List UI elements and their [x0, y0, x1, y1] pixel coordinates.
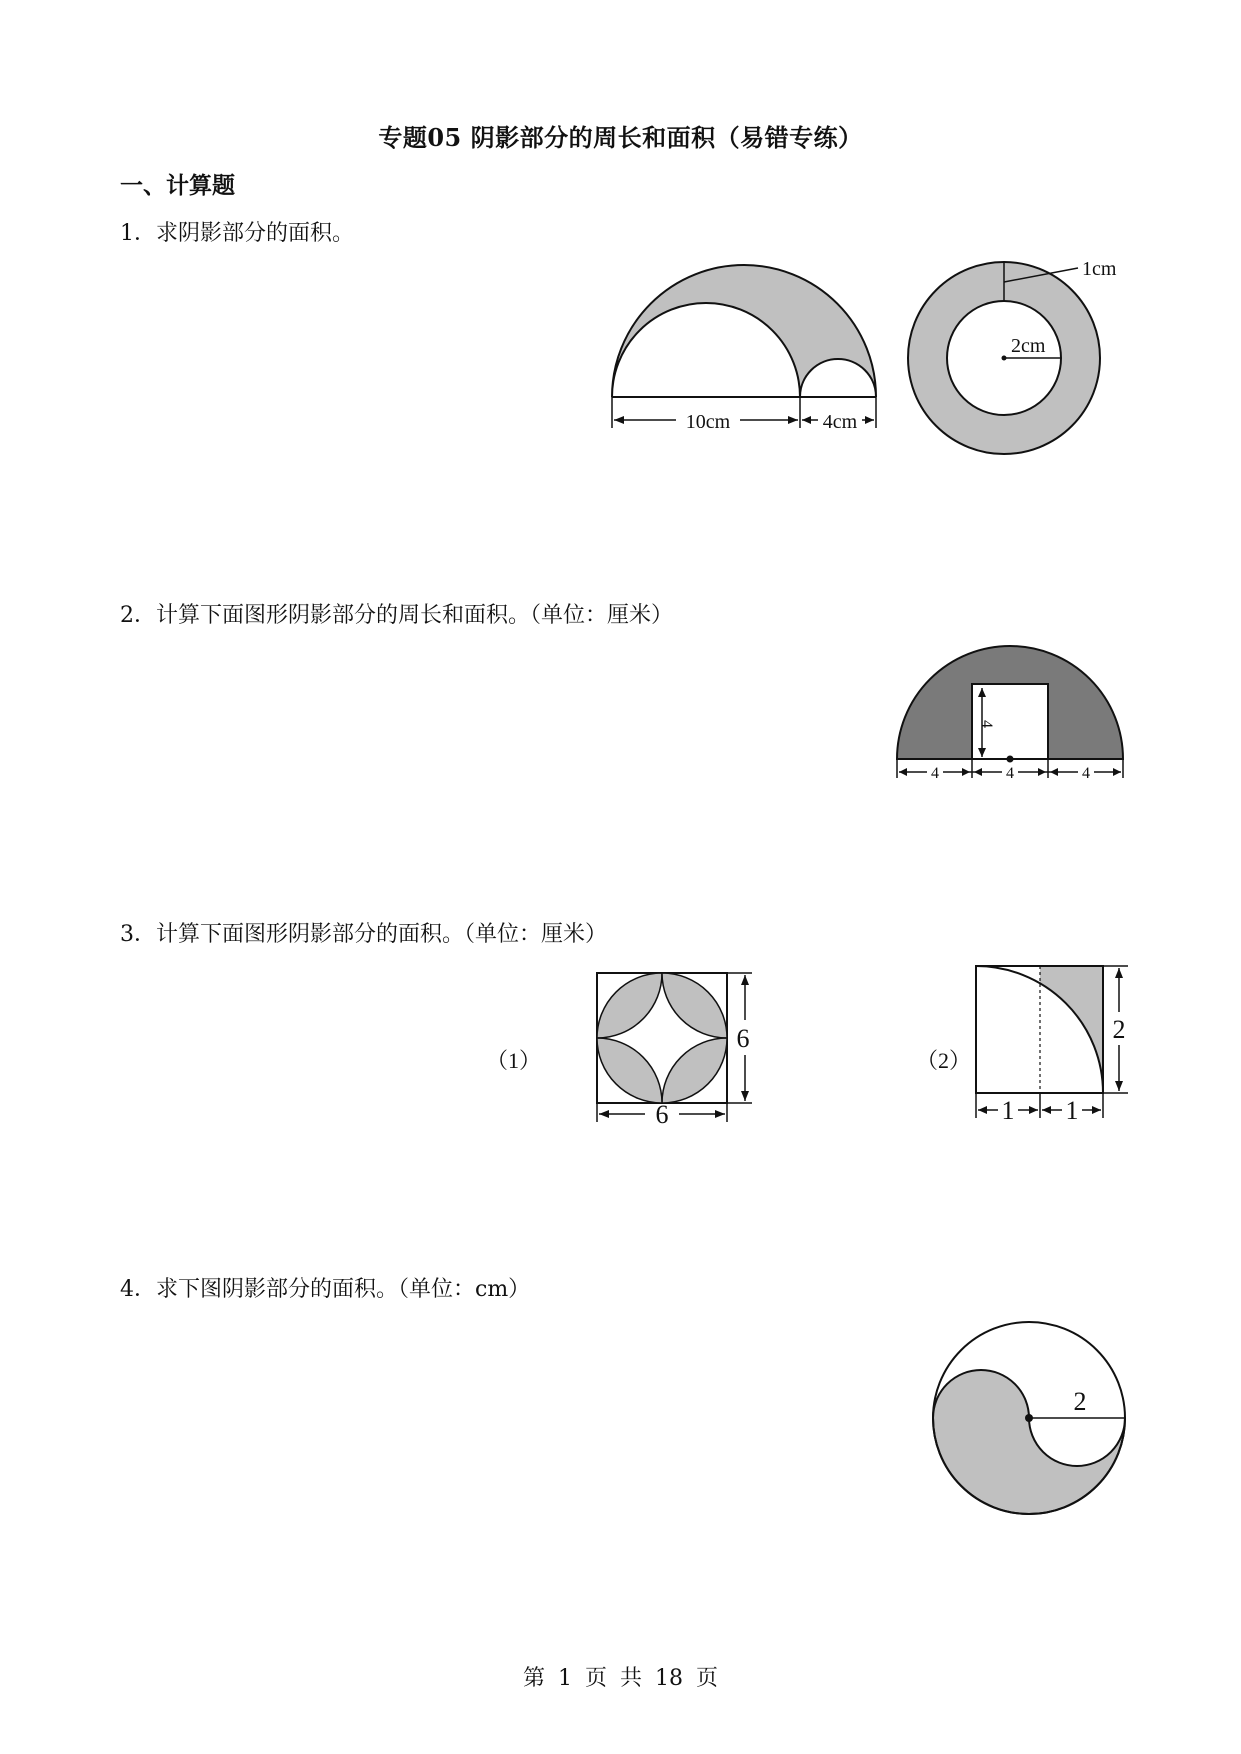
q3-tag-2: （2） [916, 1048, 972, 1073]
question-2: 2．计算下面图形阴影部分的周长和面积。（单位：厘米） [120, 603, 673, 628]
q3-tag-1: （1） [486, 1048, 542, 1073]
question-3: 3．计算下面图形阴影部分的面积。（单位：厘米） [120, 922, 607, 947]
q3-label-left: 1 [1001, 1096, 1015, 1125]
question-4: 4．求下图阴影部分的面积。（单位：cm） [120, 1277, 531, 1302]
q2-label-right: 4 [1082, 765, 1090, 782]
q3-label-right: 1 [1065, 1096, 1079, 1125]
q4-label-radius: 2 [1073, 1387, 1087, 1416]
q1-label-4cm: 4cm [822, 411, 858, 433]
section-heading: 一、计算题 [120, 172, 235, 199]
q1-label-1cm: 1cm [1082, 258, 1117, 280]
q2-label-left: 4 [931, 765, 939, 782]
question-1: 1．求阴影部分的面积。 [120, 221, 354, 246]
q2-label-middle: 4 [1006, 765, 1014, 782]
q1-label-10cm: 10cm [685, 411, 731, 433]
page-footer: 第 1 页 共 18 页 [523, 1666, 718, 1691]
q3-label-side-v: 6 [736, 1024, 750, 1053]
q2-label-height: 4 [978, 720, 995, 728]
q3-label-side-h: 6 [655, 1100, 669, 1129]
q3-label-height: 2 [1112, 1015, 1126, 1044]
page-title: 专题05 阴影部分的周长和面积（易错专练） [378, 123, 863, 152]
q1-label-2cm: 2cm [1011, 335, 1046, 357]
